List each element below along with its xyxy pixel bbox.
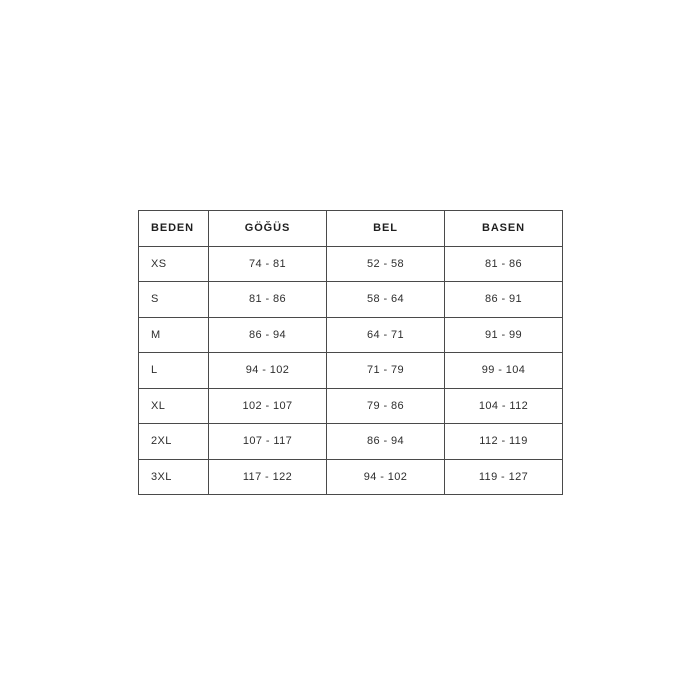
cell-gogus: 107 - 117 [209, 424, 327, 460]
table-row [139, 424, 563, 460]
cell-bel: 58 - 64 [327, 282, 445, 318]
cell-gogus: 81 - 86 [209, 282, 327, 318]
cell-gogus: 102 - 107 [209, 388, 327, 424]
column-header-basen: BASEN [445, 211, 563, 247]
cell-gogus: 117 - 122 [209, 459, 327, 495]
size-chart-container [138, 210, 562, 495]
cell-beden: 2XL [139, 424, 209, 460]
table-header [139, 211, 563, 247]
table-header-row [139, 211, 563, 247]
cell-basen: 81 - 86 [445, 246, 563, 282]
cell-beden: S [139, 282, 209, 318]
cell-beden: 3XL [139, 459, 209, 495]
table-row [139, 282, 563, 318]
table-body [139, 246, 563, 495]
cell-bel: 64 - 71 [327, 317, 445, 353]
table-row [139, 459, 563, 495]
cell-basen: 99 - 104 [445, 353, 563, 389]
cell-bel: 52 - 58 [327, 246, 445, 282]
table-row [139, 317, 563, 353]
column-header-gogus: GÖĞÜS [209, 211, 327, 247]
cell-gogus: 86 - 94 [209, 317, 327, 353]
cell-basen: 91 - 99 [445, 317, 563, 353]
table-row [139, 353, 563, 389]
cell-bel: 79 - 86 [327, 388, 445, 424]
cell-beden: L [139, 353, 209, 389]
cell-basen: 104 - 112 [445, 388, 563, 424]
cell-basen: 119 - 127 [445, 459, 563, 495]
cell-gogus: 74 - 81 [209, 246, 327, 282]
cell-bel: 86 - 94 [327, 424, 445, 460]
cell-beden: M [139, 317, 209, 353]
cell-bel: 94 - 102 [327, 459, 445, 495]
cell-beden: XL [139, 388, 209, 424]
cell-basen: 86 - 91 [445, 282, 563, 318]
cell-gogus: 94 - 102 [209, 353, 327, 389]
cell-beden: XS [139, 246, 209, 282]
size-chart-table [138, 210, 563, 495]
table-row [139, 246, 563, 282]
table-row [139, 388, 563, 424]
cell-basen: 112 - 119 [445, 424, 563, 460]
column-header-beden: BEDEN [139, 211, 209, 247]
cell-bel: 71 - 79 [327, 353, 445, 389]
column-header-bel: BEL [327, 211, 445, 247]
